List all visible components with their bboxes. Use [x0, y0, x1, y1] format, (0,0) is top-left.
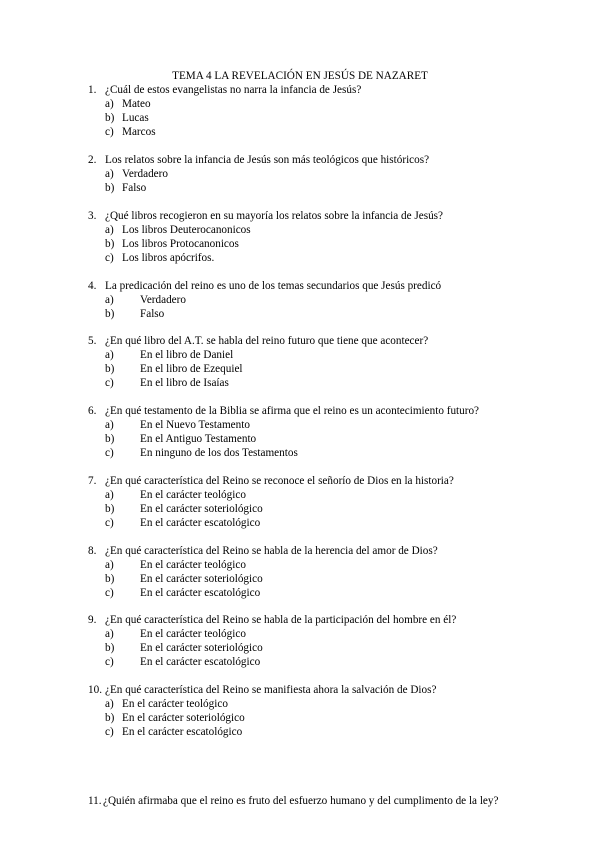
- option-a: a) En el carácter teológico: [105, 559, 246, 571]
- option-b: b) Falso: [105, 182, 147, 194]
- option-b: b) Lucas: [105, 112, 149, 124]
- question-4: [88, 279, 528, 321]
- option-a: a) En el Nuevo Testamento: [105, 419, 250, 431]
- option-c: c) En el carácter escatológico: [105, 726, 243, 738]
- options-list: [88, 223, 528, 265]
- question-text: La predicación del reino es uno de los temas secundarios que Jesús predicó: [105, 280, 442, 292]
- question-text: Los relatos sobre la infancia de Jesús son más teológicos que históricos?: [105, 154, 430, 166]
- question-2: [88, 153, 528, 195]
- option-c: c) En el carácter escatológico: [105, 587, 261, 599]
- question-number: 9.: [88, 614, 97, 626]
- option-a: a) En el carácter teológico: [105, 628, 246, 640]
- question-text: ¿En qué característica del Reino se habla de la participación del hombre en él?: [105, 614, 457, 626]
- option-b: b) Los libros Protocanonicos: [105, 238, 239, 250]
- option-b: b) Falso: [105, 308, 165, 320]
- question-text: ¿En qué libro del A.T. se habla del reino futuro que tiene que acontecer?: [105, 335, 429, 347]
- options-list: [88, 627, 528, 669]
- options-list: [88, 167, 528, 195]
- question-text: ¿Quién afirmaba que el reino es fruto del esfuerzo humano y del cumplimento de la ley?: [103, 795, 499, 807]
- question-number: 2.: [88, 154, 97, 166]
- question-number: 10.: [88, 684, 102, 696]
- option-a: a) Verdadero: [105, 168, 168, 180]
- question-number: 6.: [88, 405, 97, 417]
- option-a: a) En el carácter teológico: [105, 698, 228, 710]
- question-text: ¿En qué testamento de la Biblia se afirma que el reino es un acontecimiento futuro?: [105, 405, 480, 417]
- question-10: [88, 683, 528, 739]
- question-text: ¿En qué característica del Reino se reconoce el señorío de Dios en la historia?: [105, 475, 454, 487]
- option-c: c) Los libros apócrifos.: [105, 252, 215, 264]
- options-list: [88, 558, 528, 600]
- question-9: [88, 613, 528, 669]
- option-b: b) En el Antiguo Testamento: [105, 433, 257, 445]
- options-list: [88, 348, 528, 390]
- option-b: b) En el libro de Ezequiel: [105, 363, 243, 375]
- question-11: [88, 794, 524, 808]
- option-a: a) Mateo: [105, 98, 151, 110]
- question-3: [88, 209, 528, 265]
- option-b: b) En el carácter soteriológico: [105, 642, 263, 654]
- option-a: a) Los libros Deuterocanonicos: [105, 224, 251, 236]
- question-text: ¿Cuál de estos evangelistas no narra la infancia de Jesús?: [105, 84, 362, 96]
- question-number: 5.: [88, 335, 97, 347]
- options-list: [88, 697, 528, 739]
- option-b: b) En el carácter soteriológico: [105, 712, 245, 724]
- question-number: 3.: [88, 210, 97, 222]
- option-c: c) En ninguno de los dos Testamentos: [105, 447, 298, 459]
- option-a: a) Verdadero: [105, 294, 186, 306]
- question-5: [88, 334, 528, 390]
- option-a: a) En el carácter teológico: [105, 489, 246, 501]
- options-list: [88, 293, 528, 321]
- question-number: 1.: [88, 84, 97, 96]
- option-c: c) Marcos: [105, 126, 156, 138]
- options-list: [88, 418, 528, 460]
- question-8: [88, 544, 528, 600]
- question-6: [88, 404, 528, 460]
- question-text: ¿En qué característica del Reino se habla de la herencia del amor de Dios?: [105, 545, 438, 557]
- question-number: 4.: [88, 280, 97, 292]
- option-b: b) En el carácter soteriológico: [105, 503, 263, 515]
- document-title: TEMA 4 LA REVELACIÓN EN JESÚS DE NAZARET: [172, 70, 428, 82]
- question-1: [88, 83, 528, 139]
- option-c: c) En el carácter escatológico: [105, 656, 261, 668]
- question-text: ¿En qué característica del Reino se manifiesta ahora la salvación de Dios?: [105, 684, 437, 696]
- option-c: c) En el carácter escatológico: [105, 517, 261, 529]
- question-text: ¿Qué libros recogieron en su mayoría los relatos sobre la infancia de Jesús?: [105, 210, 443, 222]
- options-list: [88, 97, 528, 139]
- option-a: a) En el libro de Daniel: [105, 349, 234, 361]
- question-number: 11.: [88, 795, 102, 807]
- question-7: [88, 474, 528, 530]
- question-number: 7.: [88, 475, 97, 487]
- question-number: 8.: [88, 545, 97, 557]
- option-b: b) En el carácter soteriológico: [105, 573, 263, 585]
- options-list: [88, 488, 528, 530]
- option-c: c) En el libro de Isaías: [105, 377, 229, 389]
